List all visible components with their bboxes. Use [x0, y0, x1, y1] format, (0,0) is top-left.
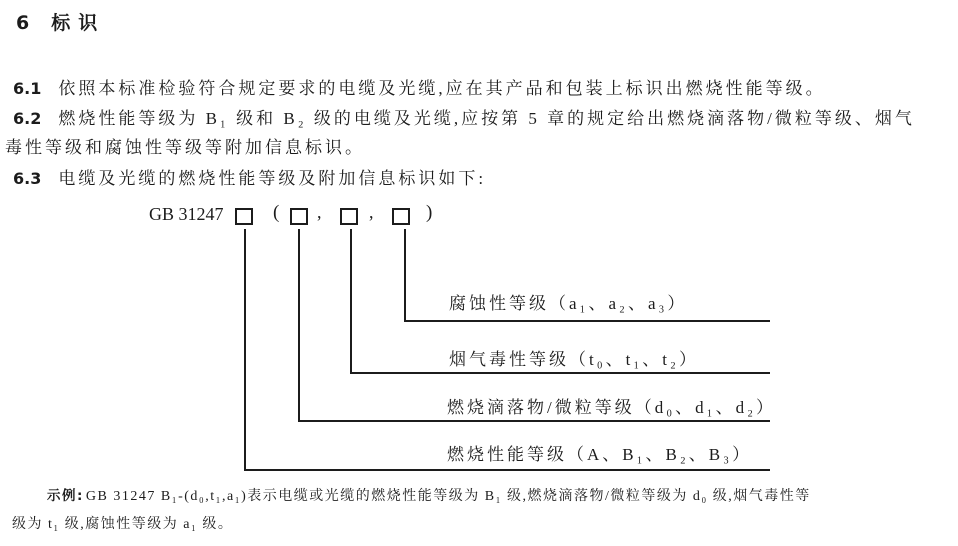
connector-droplets-vertical: [298, 229, 300, 422]
clause-6-2-number: 6.2: [13, 109, 42, 128]
example-text-1: GB 31247 B₁-(d₀,t₁,a₁)表示电缆或光缆的燃烧性能等级为 B₁ 级,燃烧滴落物/微粒等级为 d₀ 级,烟气毒性等: [85, 489, 811, 504]
section-number: 6: [16, 12, 30, 34]
droplet-class-box: [290, 208, 308, 225]
label-corrosion-class: 腐蚀性等级（a₁、a₂、a₃）: [449, 294, 688, 313]
toxicity-class-box: [340, 208, 358, 225]
clause-6-2-continuation: 毒性等级和腐蚀性等级等附加信息标识。: [5, 138, 365, 157]
section-title: 标识: [51, 12, 106, 34]
comma-2: ,: [369, 202, 374, 222]
connector-performance-horizontal: [244, 469, 770, 471]
performance-class-box: [235, 208, 253, 225]
connector-corrosion-horizontal: [404, 320, 770, 322]
connector-corrosion-vertical: [404, 229, 406, 322]
label-smoke-toxicity-class: 烟气毒性等级（t₀、t₁、t₂）: [449, 350, 699, 369]
clause-6-1: [13, 74, 826, 99]
section-heading: [16, 8, 105, 35]
connector-performance-vertical: [244, 229, 246, 471]
close-paren: ): [426, 202, 433, 223]
example-note-line-2: 级为 t₁ 级,腐蚀性等级为 a₁ 级。: [12, 517, 234, 532]
clause-6-3-number: 6.3: [13, 169, 42, 188]
label-droplets-class: 燃烧滴落物/微粒等级（d₀、d₁、d₂）: [447, 398, 777, 417]
clause-6-3-text: 电缆及光缆的燃烧性能等级及附加信息标识如下:: [58, 169, 487, 188]
label-performance-class: 燃烧性能等级（A、B₁、B₂、B₃）: [447, 445, 753, 464]
connector-droplets-horizontal: [298, 420, 770, 422]
clause-6-1-text: 依照本标准检验符合规定要求的电缆及光缆,应在其产品和包装上标识出燃烧性能等级。: [58, 79, 826, 98]
standard-code-prefix: GB 31247: [149, 204, 224, 224]
connector-toxicity-vertical: [350, 229, 352, 374]
clause-6-2-text: 燃烧性能等级为 B₁ 级和 B₂ 级的电缆及光缆,应按第 5 章的规定给出燃烧滴落物/微粒等级、烟气: [58, 109, 915, 128]
clause-6-2: [13, 104, 915, 129]
connector-toxicity-horizontal: [350, 372, 770, 374]
clause-6-3: [13, 164, 486, 189]
clause-6-1-number: 6.1: [13, 79, 42, 98]
open-paren: (: [273, 202, 280, 223]
corrosion-class-box: [392, 208, 410, 225]
example-note-line-1: [47, 484, 811, 505]
comma-1: ,: [317, 202, 322, 222]
example-prefix: 示例:: [47, 488, 84, 504]
